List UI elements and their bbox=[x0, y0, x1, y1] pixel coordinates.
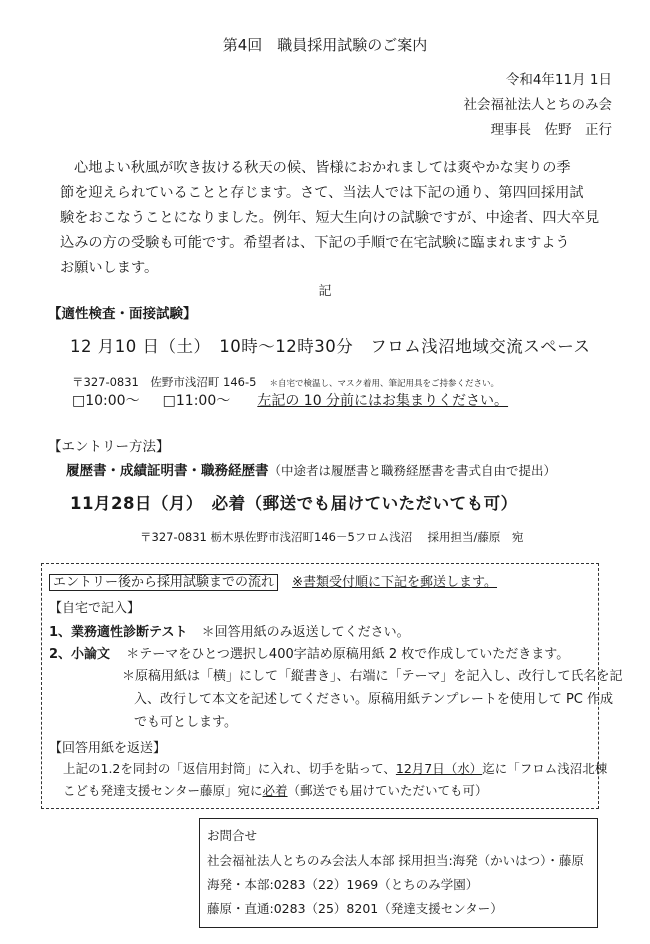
return-heading: 【回答用紙を返送】 bbox=[49, 741, 167, 756]
flow-label: エントリー後から採用試験までの流れ bbox=[49, 574, 278, 591]
home-heading: 【自宅で記入】 bbox=[49, 601, 141, 616]
body-line: 節を迎えられていることと存じます。さて、当法人では下記の通り、第四回採用試 bbox=[60, 185, 584, 201]
contact-line: 海発・本部:0283（22）1969（とちのみ学園） bbox=[207, 877, 479, 892]
body-line: 験をおこなうことになりました。例年、短大生向けの試験ですが、中途者、四大卒見 bbox=[60, 210, 600, 226]
chairman-name: 理事長 佐野 正行 bbox=[490, 122, 612, 138]
exam-note: ＊自宅で検温し、マスク着用、筆記用具をご持参ください。 bbox=[269, 379, 500, 389]
item2-subnote: ＊原稿用紙は「横」にして「縦書き」、右端に「テーマ」を記入し、改行して氏名を記 bbox=[122, 669, 623, 684]
entry-docs-note: （中途者は履歴書と職務経歴書を書式自由で提出） bbox=[268, 463, 557, 478]
time-slot-row bbox=[72, 390, 508, 410]
gather-notice: 左記の 10 分前にはお集まりください。 bbox=[257, 393, 509, 409]
entry-deadline: 11月28日（月） 必着（郵送でも届けていただいても可） bbox=[70, 494, 518, 513]
contact-line: 藤原・直通:0283（25）8201（発達支援センター） bbox=[207, 901, 503, 916]
item1-text: ＊回答用紙のみ返送してください。 bbox=[201, 625, 410, 640]
exam-address-row bbox=[72, 371, 499, 390]
greeting-paragraph bbox=[60, 156, 605, 281]
body-line: 心地よい秋風が吹き抜ける秋天の候、皆様におかれましては爽やかな実りの季 bbox=[74, 160, 571, 176]
contact-heading: お問合せ bbox=[207, 828, 258, 843]
item1-label: 1、業務適性診断テスト bbox=[49, 625, 188, 640]
return-text: こども発達支援センター藤原」宛に bbox=[63, 783, 263, 798]
item2-subnotes bbox=[122, 665, 623, 734]
ki-marker: 記 bbox=[318, 284, 332, 299]
issue-date: 令和4年11月 1日 bbox=[505, 72, 612, 88]
exam-address: 〒327-0831 佐野市浅沼町 146-5 bbox=[72, 375, 257, 389]
entry-docs-row bbox=[66, 459, 556, 479]
item2-subnote: でも可とします。 bbox=[134, 715, 237, 730]
entry-docs: 履歴書・成績証明書・職務経歴書 bbox=[66, 463, 269, 479]
contact-line: 社会福祉法人とちのみ会法人本部 採用担当:海発（かいはつ）・藤原 bbox=[207, 853, 584, 868]
return-text: （郵送でも届けていただいても可） bbox=[287, 783, 488, 798]
body-line: 込みの方の受験も可能です。希望者は、下記の手順で在宅試験に臨まれますよう bbox=[60, 235, 570, 251]
item2-subnote: 入、改行して本文を記述してください。原稿用紙テンプレートを使用して PC 作成 bbox=[134, 692, 614, 707]
body-line: お願いします。 bbox=[60, 260, 159, 276]
item2-label: 2、小論文 bbox=[49, 647, 111, 662]
organization-name: 社会福祉法人とちのみ会 bbox=[463, 97, 612, 113]
exam-datetime: 12 月10 日（土） 10時～12時30分 フロム浅沼地域交流スペース bbox=[70, 337, 591, 356]
return-line-1 bbox=[63, 759, 607, 777]
slot-1100-checkbox[interactable]: □11:00～ bbox=[162, 393, 231, 409]
page-title: 第4回 職員採用試験のご案内 bbox=[222, 36, 428, 54]
entry-heading: 【エントリー方法】 bbox=[48, 439, 170, 455]
return-text: 上記の1.2を同封の「返信用封筒」に入れ、切手を貼って、 bbox=[63, 761, 396, 776]
return-date: 12月7日（水） bbox=[395, 761, 483, 776]
flow-note: ※書類受付順に下記を郵送します。 bbox=[292, 575, 498, 590]
slot-1000-checkbox[interactable]: □10:00～ bbox=[72, 393, 140, 409]
return-line-2 bbox=[63, 781, 488, 799]
flow-item-2 bbox=[49, 643, 569, 662]
flow-title-row bbox=[49, 571, 497, 590]
item2-text: ＊テーマをひとつ選択し400字詰め原稿用紙 2 枚で作成していただきます。 bbox=[126, 647, 570, 662]
exam-heading: 【適性検査・面接試験】 bbox=[48, 306, 197, 322]
entry-address: 〒327-0831 栃木県佐野市浅沼町146－5フロム浅沼 採用担当/藤原 宛 bbox=[140, 530, 524, 544]
return-must: 必着 bbox=[262, 783, 288, 798]
flow-item-1 bbox=[49, 621, 410, 640]
return-text: 迄に「フロム浅沼北棟 bbox=[482, 761, 608, 776]
